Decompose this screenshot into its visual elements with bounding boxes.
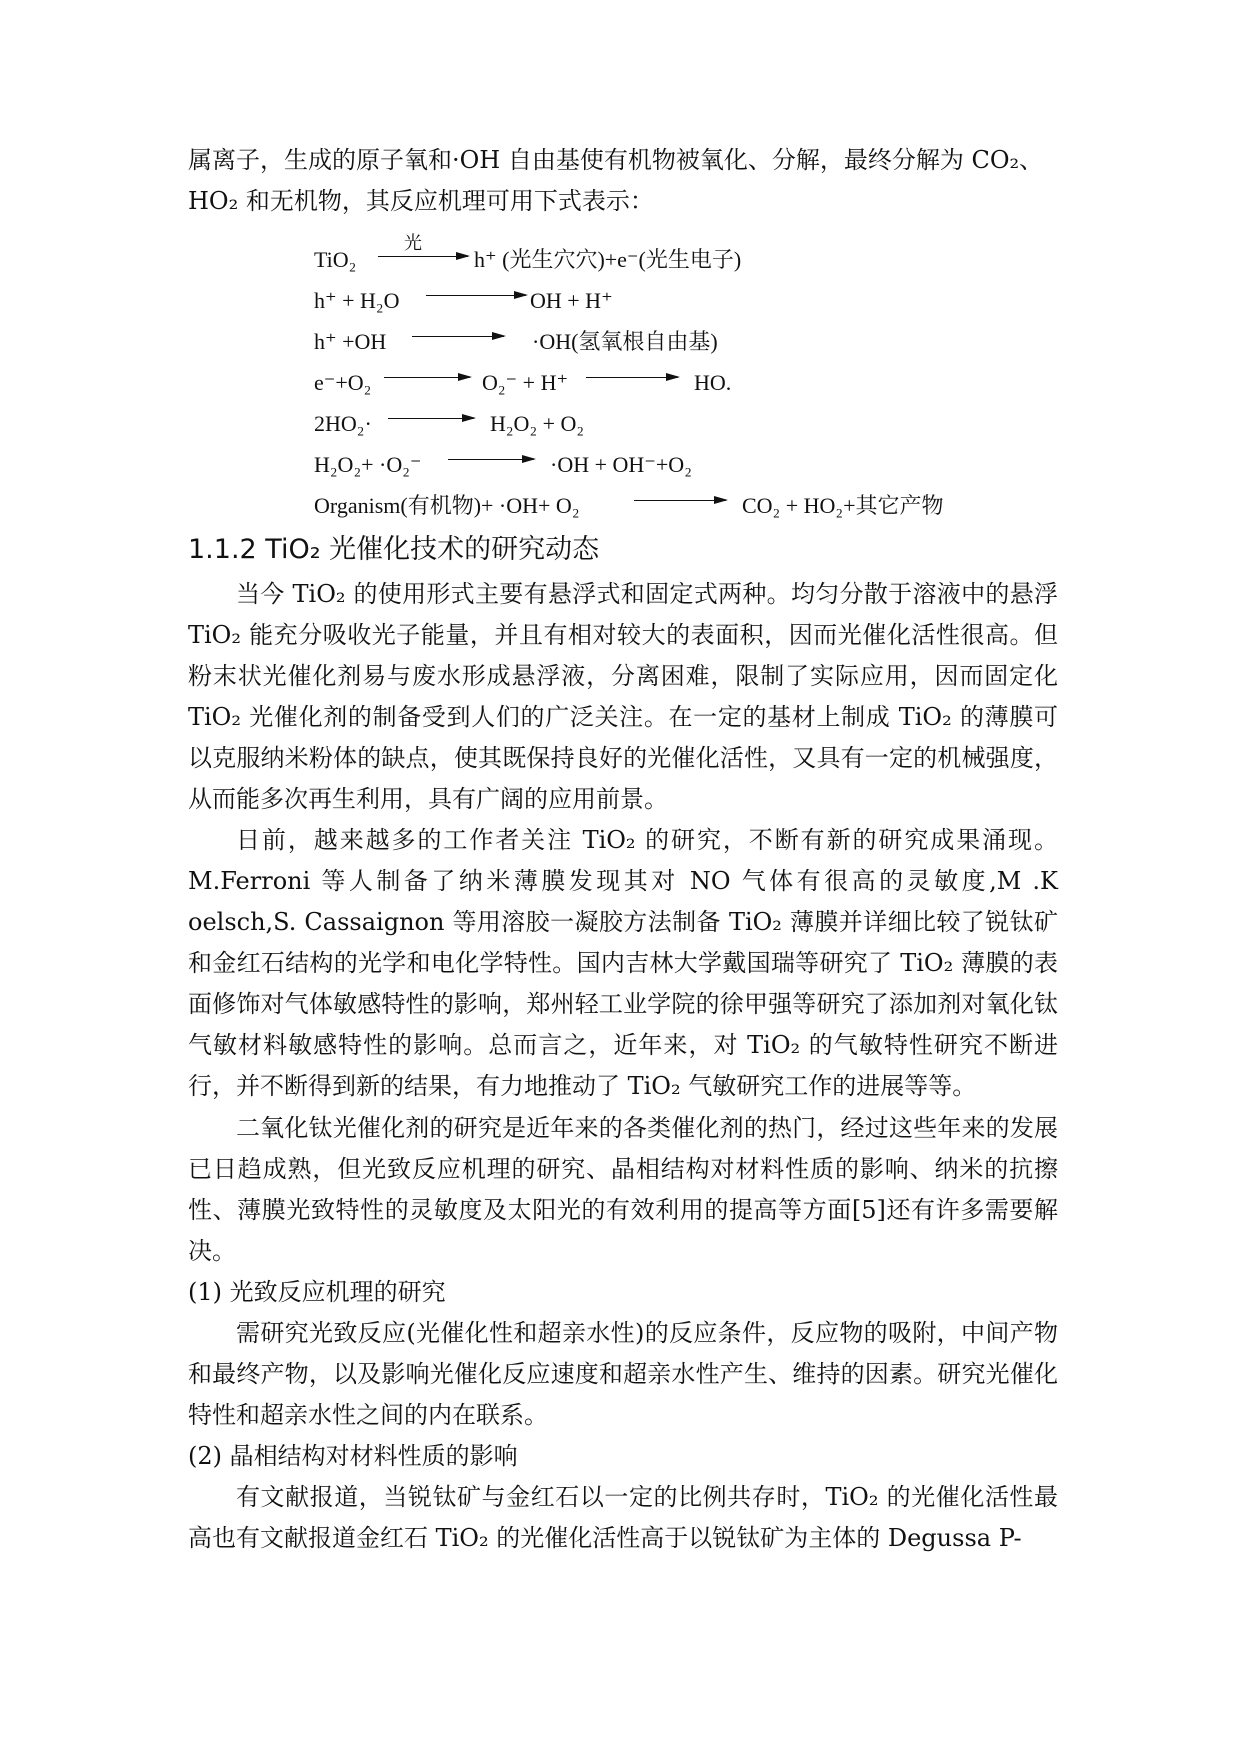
equation-5-left: 2HO₂· — [314, 411, 372, 436]
equation-7-left: Organism(有机物)+ ·OH+ O₂ — [314, 493, 580, 518]
equation-5-right: H₂O₂ + O₂ — [490, 411, 585, 436]
reaction-arrow — [412, 336, 504, 337]
paragraph-3: 二氧化钛光催化剂的研究是近年来的各类催化剂的热门，经过这些年来的发展已日趋成熟，但光致反应机理的研究、晶相结构对材料性质的影响、纳米的抗擦性、薄膜光致特性的灵敏度及太阳光的有效利用的提高等方面[5]还有许多需要解决。 — [188, 1114, 1058, 1265]
equation-3-left: h⁺ +OH — [314, 329, 387, 354]
equation-3-right: ·OH(氢氧根自由基) — [532, 329, 718, 354]
section-heading: 1.1.2 TiO₂ 光催化技术的研究动态 — [188, 534, 600, 565]
item-2-text: 有文献报道，当锐钛矿与金红石以一定的比例共存时，TiO₂ 的光催化活性最高也有文献报道金红石 TiO₂ 的光催化活性高于以锐钛矿为主体的 Degussa P- — [188, 1483, 1058, 1552]
equation-1-arrow-label: 光 — [404, 233, 422, 253]
paragraph-1: 当今 TiO₂ 的使用形式主要有悬浮式和固定式两种。均匀分散于溶液中的悬浮 TiO₂ 能充分吸收光子能量，并且有相对较大的表面积，因而光催化活性很高。但粉末状光催化剂易与废水形成悬浮液，分离困难，限制了实际应用，因而固定化 TiO₂ 光催化剂的制备受到人们的广泛关注。在一定的基材上制成 TiO₂ 的薄膜可以克服纳米粉体的缺点，使其既保持良好的光催化活性，又具有一定的机械强度，从而能多次再生利用，具有广阔的应用前景。 — [188, 580, 1058, 813]
equation-6-left: H₂O₂+ ·O₂⁻ — [314, 452, 422, 477]
reaction-arrow — [426, 295, 526, 296]
equation-4-left: e⁻+O₂ — [314, 370, 372, 395]
item-1-heading: (1) 光致反应机理的研究 — [188, 1278, 446, 1306]
reaction-arrow — [634, 500, 726, 501]
intro-line-2: HO₂ 和无机物，其反应机理可用下式表示： — [188, 187, 654, 215]
equation-4-right: HO. — [694, 370, 732, 395]
reaction-arrow — [388, 418, 474, 419]
equation-4-middle: O₂⁻ + H⁺ — [482, 370, 569, 395]
equation-7-right: CO₂ + HO₂+其它产物 — [742, 493, 944, 518]
reaction-arrow — [586, 377, 678, 378]
reaction-arrow — [378, 256, 468, 257]
paragraph-2: 日前，越来越多的工作者关注 TiO₂ 的研究，不断有新的研究成果涌现。M.Ferroni 等人制备了纳米薄膜发现其对 NO 气体有很高的灵敏度,M .K oelsch,S. Cassaignon 等用溶胶一凝胶方法制备 TiO₂ 薄膜并详细比较了锐钛矿和金红石结构的光学和电化学特性。国内吉林大学戴国瑞等研究了 TiO₂ 薄膜的表面修饰对气体敏感特性的影响，郑州轻工业学院的徐甲强等研究了添加剂对氧化钛气敏材料敏感特性的影响。总而言之，近年来，对 TiO₂ 的气敏特性研究不断进行，并不断得到新的结果，有力地推动了 TiO₂ 气敏研究工作的进展等等。 — [188, 826, 1058, 1100]
equation-2-left: h⁺ + H₂O — [314, 288, 400, 313]
item-1-text: 需研究光致反应(光催化性和超亲水性)的反应条件，反应物的吸附，中间产物和最终产物，以及影响光催化反应速度和超亲水性产生、维持的因素。研究光催化特性和超亲水性之间的内在联系。 — [188, 1319, 1058, 1429]
intro-line-1: 属离子，生成的原子氧和·OH 自由基使有机物被氧化、分解，最终分解为 CO₂、 — [188, 146, 1044, 174]
reaction-arrow — [448, 459, 534, 460]
equation-2-right: OH + H⁺ — [530, 288, 613, 313]
reaction-arrow — [384, 377, 470, 378]
equation-1-left: TiO₂ — [314, 247, 357, 272]
equation-6-right: ·OH + OH⁻+O₂ — [550, 452, 692, 477]
item-2-heading: (2) 晶相结构对材料性质的影响 — [188, 1442, 518, 1470]
equation-1-right: h⁺ (光生穴穴)+e⁻(光生电子) — [474, 247, 742, 272]
